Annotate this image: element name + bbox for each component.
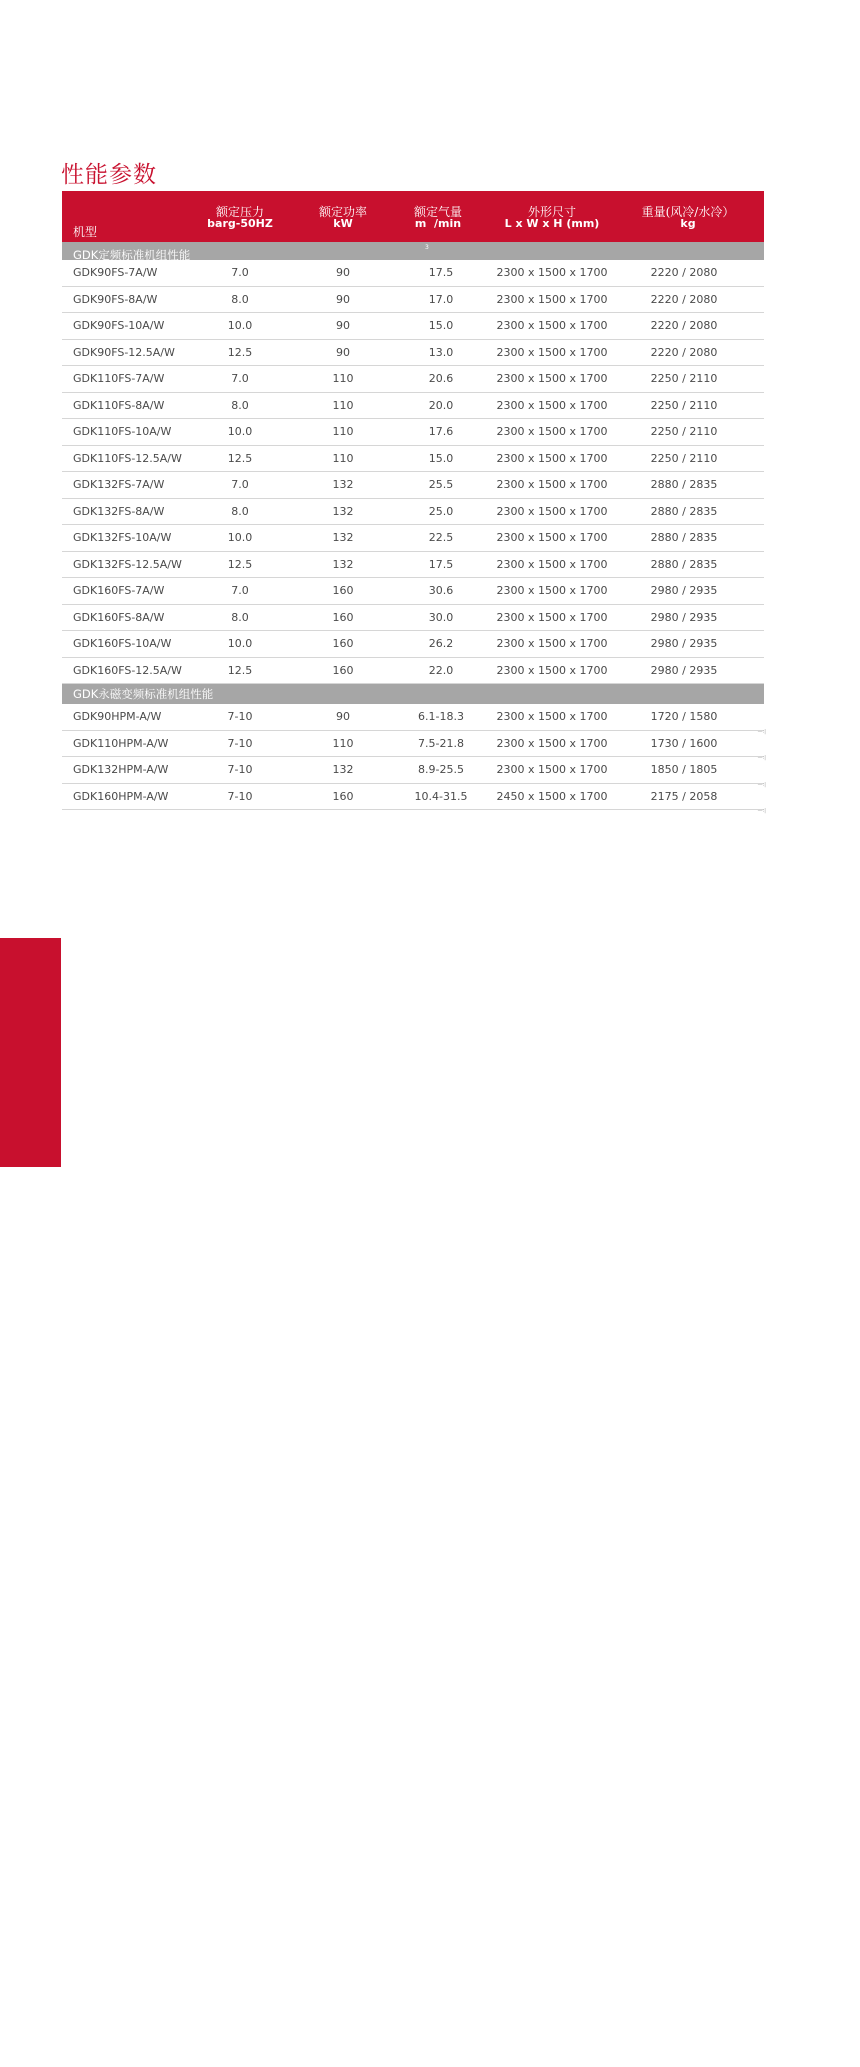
cell-pressure: 7-10 — [227, 763, 253, 776]
cell-power: 90 — [336, 710, 350, 723]
cell-power: 90 — [336, 266, 350, 279]
cell-pressure: 8.0 — [231, 398, 249, 412]
table-row — [62, 287, 764, 314]
cell-weight: 2250 / 2110 — [650, 372, 718, 385]
cell-weight: 2250 / 2110 — [650, 398, 718, 412]
cell-dimensions: 2300 x 1500 x 1700 — [496, 557, 608, 571]
header-airflow-unit: m /min — [414, 217, 462, 230]
cell-pressure: 12.5 — [227, 345, 253, 359]
table-row — [62, 313, 764, 340]
cell-power: 110 — [332, 451, 354, 465]
cell-dimensions: 2300 x 1500 x 1700 — [496, 504, 608, 518]
cell-dimensions: 2300 x 1500 x 1700 — [496, 292, 608, 306]
cell-model: GDK160FS-12.5A/W — [73, 663, 182, 677]
cell-power: 90 — [336, 345, 350, 359]
cell-airflow: 26.2 — [428, 637, 454, 650]
cell-power: 132 — [332, 504, 354, 518]
cell-power: 90 — [336, 319, 350, 332]
group-heading: GDK定频标准机组性能 — [62, 242, 764, 260]
cell-airflow: 15.0 — [428, 319, 454, 332]
cell-power: 132 — [332, 557, 354, 571]
cell-dimensions: 2300 x 1500 x 1700 — [496, 663, 608, 677]
cell-weight: 2880 / 2835 — [650, 504, 718, 518]
cell-dimensions: 2300 x 1500 x 1700 — [496, 266, 608, 279]
cell-weight: 2980 / 2935 — [650, 610, 718, 624]
table-row — [62, 393, 764, 420]
cell-power: 160 — [332, 637, 354, 650]
table-row — [62, 728, 766, 761]
table-row — [62, 704, 766, 735]
cell-airflow: 22.5 — [428, 531, 454, 544]
cell-dimensions: 2300 x 1500 x 1700 — [496, 398, 608, 412]
cell-weight: 2880 / 2835 — [650, 531, 718, 544]
table-row — [62, 525, 764, 552]
cell-weight: 1720 / 1580 — [650, 710, 718, 723]
group-heading: GDK永磁变频标准机组性能 — [62, 684, 764, 704]
cell-airflow: 25.0 — [428, 504, 454, 518]
cell-airflow: 22.0 — [428, 663, 454, 677]
cell-pressure: 12.5 — [227, 451, 253, 465]
cell-weight: 2220 / 2080 — [650, 266, 718, 279]
cell-airflow: 7.5-21.8 — [418, 736, 464, 750]
cell-pressure: 10.0 — [227, 637, 253, 650]
table-row — [62, 781, 766, 814]
header-weight — [628, 206, 748, 230]
cell-airflow: 30.0 — [428, 610, 454, 624]
cell-dimensions: 2450 x 1500 x 1700 — [496, 789, 608, 803]
cell-model: GDK90FS-12.5A/W — [73, 345, 175, 359]
cell-weight: 1730 / 1600 — [650, 736, 718, 750]
header-dimensions-zh: 外形尺寸 — [527, 205, 576, 219]
cell-airflow: 17.5 — [428, 557, 454, 571]
table-row — [62, 366, 764, 393]
cell-power: 110 — [332, 425, 354, 438]
cell-pressure: 7.0 — [231, 478, 249, 491]
cell-dimensions: 2300 x 1500 x 1700 — [496, 763, 608, 776]
cell-weight: 2980 / 2935 — [650, 663, 718, 677]
cell-model: GDK110FS-10A/W — [73, 425, 172, 438]
cell-model: GDK90FS-7A/W — [73, 266, 158, 279]
cell-dimensions: 2300 x 1500 x 1700 — [496, 637, 608, 650]
performance-table — [62, 191, 766, 814]
cell-model: GDK90FS-10A/W — [73, 319, 165, 332]
superscript-3: 3 — [425, 244, 429, 251]
cell-airflow: 13.0 — [428, 345, 454, 359]
cell-dimensions: 2300 x 1500 x 1700 — [496, 478, 608, 491]
table-row — [62, 658, 764, 685]
header-model: 机型 — [73, 225, 98, 239]
cell-power: 132 — [332, 531, 354, 544]
cell-model: GDK90FS-8A/W — [73, 292, 158, 306]
cell-pressure: 8.0 — [231, 610, 249, 624]
cell-model: GDK132FS-10A/W — [73, 531, 172, 544]
table-row — [62, 419, 764, 446]
table-row — [62, 631, 764, 658]
cell-power: 132 — [332, 763, 354, 776]
header-pressure-unit: barg-50HZ — [207, 217, 273, 230]
table-row — [62, 472, 764, 499]
cell-dimensions: 2300 x 1500 x 1700 — [496, 736, 608, 750]
cell-power: 160 — [332, 610, 354, 624]
header-dimensions-unit: L x W x H (mm) — [504, 217, 600, 230]
row-tick-mark: —:| — [757, 728, 766, 735]
cell-weight: 2220 / 2080 — [650, 345, 718, 359]
table-row — [62, 605, 764, 632]
cell-airflow: 10.4-31.5 — [414, 789, 468, 803]
cell-dimensions: 2300 x 1500 x 1700 — [496, 425, 608, 438]
page-number: 13 — [41, 2054, 57, 2067]
table-row — [62, 260, 764, 287]
table-row — [62, 499, 764, 526]
cell-weight: 2250 / 2110 — [650, 451, 718, 465]
cell-airflow: 25.5 — [428, 478, 454, 491]
table-row — [62, 340, 764, 367]
cell-airflow: 30.6 — [428, 584, 454, 597]
cell-pressure: 12.5 — [227, 557, 253, 571]
cell-pressure: 8.0 — [231, 292, 249, 306]
cell-weight: 2880 / 2835 — [650, 478, 718, 491]
cell-model: GDK160FS-10A/W — [73, 637, 172, 650]
cell-airflow: 6.1-18.3 — [418, 710, 464, 723]
row-tick-mark: —:| — [757, 755, 766, 761]
cell-dimensions: 2300 x 1500 x 1700 — [496, 451, 608, 465]
cell-airflow: 20.0 — [428, 398, 454, 412]
cell-weight: 2220 / 2080 — [650, 292, 718, 306]
header-power — [293, 206, 393, 230]
header-dimensions — [482, 206, 622, 230]
cell-model: GDK110FS-12.5A/W — [73, 451, 182, 465]
cell-model: GDK132FS-7A/W — [73, 478, 165, 491]
cell-model: GDK160HPM-A/W — [73, 789, 169, 803]
cell-airflow: 8.9-25.5 — [418, 763, 464, 776]
cell-airflow: 17.5 — [428, 266, 454, 279]
cell-airflow: 20.6 — [428, 372, 454, 385]
cell-power: 110 — [332, 736, 354, 750]
table-body — [62, 242, 766, 814]
table-header — [62, 191, 764, 242]
cell-pressure: 7.0 — [231, 584, 249, 597]
cell-airflow: 17.0 — [428, 292, 454, 306]
cell-airflow: 15.0 — [428, 451, 454, 465]
table-row — [62, 757, 766, 788]
cell-dimensions: 2300 x 1500 x 1700 — [496, 531, 608, 544]
cell-dimensions: 2300 x 1500 x 1700 — [496, 319, 608, 332]
cell-power: 132 — [332, 478, 354, 491]
page-side-bar — [0, 938, 61, 2067]
cell-model: GDK90HPM-A/W — [73, 710, 162, 723]
cell-pressure: 10.0 — [227, 531, 253, 544]
section-title: 性能参数 — [61, 162, 157, 188]
cell-weight: 2220 / 2080 — [650, 319, 718, 332]
cell-weight: 2980 / 2935 — [650, 637, 718, 650]
cell-weight: 1850 / 1805 — [650, 763, 718, 776]
table-row — [62, 552, 764, 579]
table-row — [62, 446, 764, 473]
cell-model: GDK132FS-8A/W — [73, 504, 165, 518]
cell-weight: 2175 / 2058 — [650, 789, 718, 803]
cell-model: GDK110FS-8A/W — [73, 398, 165, 412]
table-row — [62, 578, 764, 605]
cell-pressure: 7-10 — [227, 789, 253, 803]
cell-pressure: 10.0 — [227, 319, 253, 332]
row-tick-mark: —:| — [757, 808, 766, 814]
header-weight-zh: 重量(风冷/水冷） — [641, 205, 735, 219]
cell-model: GDK132HPM-A/W — [73, 763, 169, 776]
cell-dimensions: 2300 x 1500 x 1700 — [496, 610, 608, 624]
cell-model: GDK132FS-12.5A/W — [73, 557, 182, 571]
cell-pressure: 10.0 — [227, 425, 253, 438]
cell-dimensions: 2300 x 1500 x 1700 — [496, 345, 608, 359]
cell-dimensions: 2300 x 1500 x 1700 — [496, 710, 608, 723]
cell-power: 160 — [332, 789, 354, 803]
cell-model: GDK110FS-7A/W — [73, 372, 165, 385]
header-power-zh: 额定功率 — [318, 205, 367, 219]
header-airflow-zh: 额定气量 — [413, 205, 462, 219]
cell-model: GDK110HPM-A/W — [73, 736, 169, 750]
cell-power: 110 — [332, 398, 354, 412]
cell-pressure: 7-10 — [227, 736, 253, 750]
cell-power: 90 — [336, 292, 350, 306]
header-power-unit: kW — [333, 217, 353, 230]
cell-model: GDK160FS-8A/W — [73, 610, 165, 624]
cell-pressure: 8.0 — [231, 504, 249, 518]
cell-weight: 2250 / 2110 — [650, 425, 718, 438]
cell-pressure: 12.5 — [227, 663, 253, 677]
cell-power: 160 — [332, 663, 354, 677]
cell-power: 110 — [332, 372, 354, 385]
cell-weight: 2980 / 2935 — [650, 584, 718, 597]
header-pressure-zh: 额定压力 — [215, 205, 264, 219]
cell-model: GDK160FS-7A/W — [73, 584, 165, 597]
cell-dimensions: 2300 x 1500 x 1700 — [496, 584, 608, 597]
cell-pressure: 7.0 — [231, 372, 249, 385]
cell-pressure: 7.0 — [231, 266, 249, 279]
cell-dimensions: 2300 x 1500 x 1700 — [496, 372, 608, 385]
header-airflow — [388, 206, 488, 230]
row-tick-mark: —:| — [757, 781, 766, 788]
cell-airflow: 17.6 — [428, 425, 454, 438]
cell-power: 160 — [332, 584, 354, 597]
header-weight-unit: kg — [680, 217, 696, 230]
header-pressure — [190, 206, 290, 230]
cell-weight: 2880 / 2835 — [650, 557, 718, 571]
cell-pressure: 7-10 — [227, 710, 253, 723]
